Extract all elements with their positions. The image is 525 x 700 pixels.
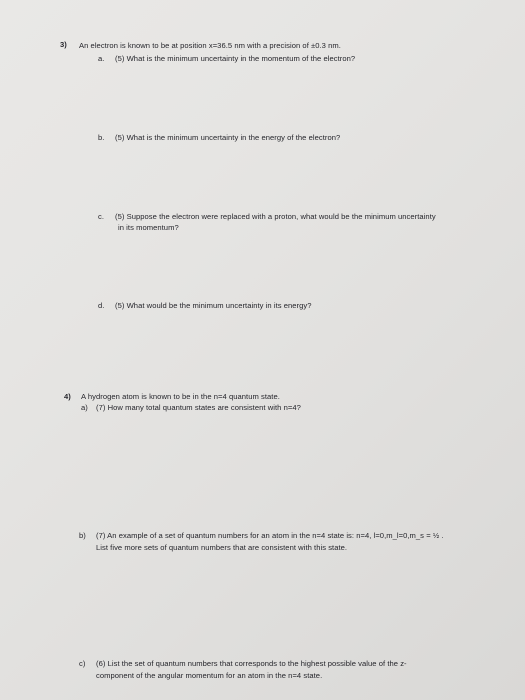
- question-3a-text: (5) What is the minimum uncertainty in the momentum of the electron?: [115, 54, 356, 63]
- question-4a-text: (7) How many total quantum states are consistent with n=4?: [96, 403, 301, 412]
- question-4a-label: a): [81, 403, 88, 412]
- question-3a-label: a.: [98, 54, 105, 63]
- question-3c-text-line2: in its momentum?: [118, 223, 179, 232]
- question-3-number: 3): [60, 40, 67, 49]
- question-4b-text-line2: List five more sets of quantum numbers that are consistent with this state.: [96, 543, 348, 552]
- question-4b-label: b): [79, 531, 86, 540]
- question-4c-text-line1: (6) List the set of quantum numbers that corresponds to the highest possible value of the z-: [96, 659, 407, 668]
- question-4c-label: c): [79, 659, 86, 668]
- question-4-number: 4): [64, 392, 71, 401]
- question-4-stem: A hydrogen atom is known to be in the n=4 quantum state.: [81, 392, 280, 401]
- question-3b-label: b.: [98, 133, 105, 142]
- question-4b-text-line1: (7) An example of a set of quantum numbers for an atom in the n=4 state is: n=4, l=0,m_l=0,m_s = ½ .: [96, 531, 444, 540]
- question-3c-label: c.: [98, 212, 105, 221]
- question-3b-text: (5) What is the minimum uncertainty in the energy of the electron?: [115, 133, 341, 142]
- question-3-stem: An electron is known to be at position x=36.5 nm with a precision of ±0.3 nm.: [79, 41, 341, 50]
- question-3d-label: d.: [98, 301, 105, 310]
- question-3d-text: (5) What would be the minimum uncertainty in its energy?: [115, 301, 312, 310]
- question-4c-text-line2: component of the angular momentum for an atom in the n=4 state.: [96, 671, 323, 680]
- question-3c-text-line1: (5) Suppose the electron were replaced with a proton, what would be the minimum uncertainty: [115, 212, 436, 221]
